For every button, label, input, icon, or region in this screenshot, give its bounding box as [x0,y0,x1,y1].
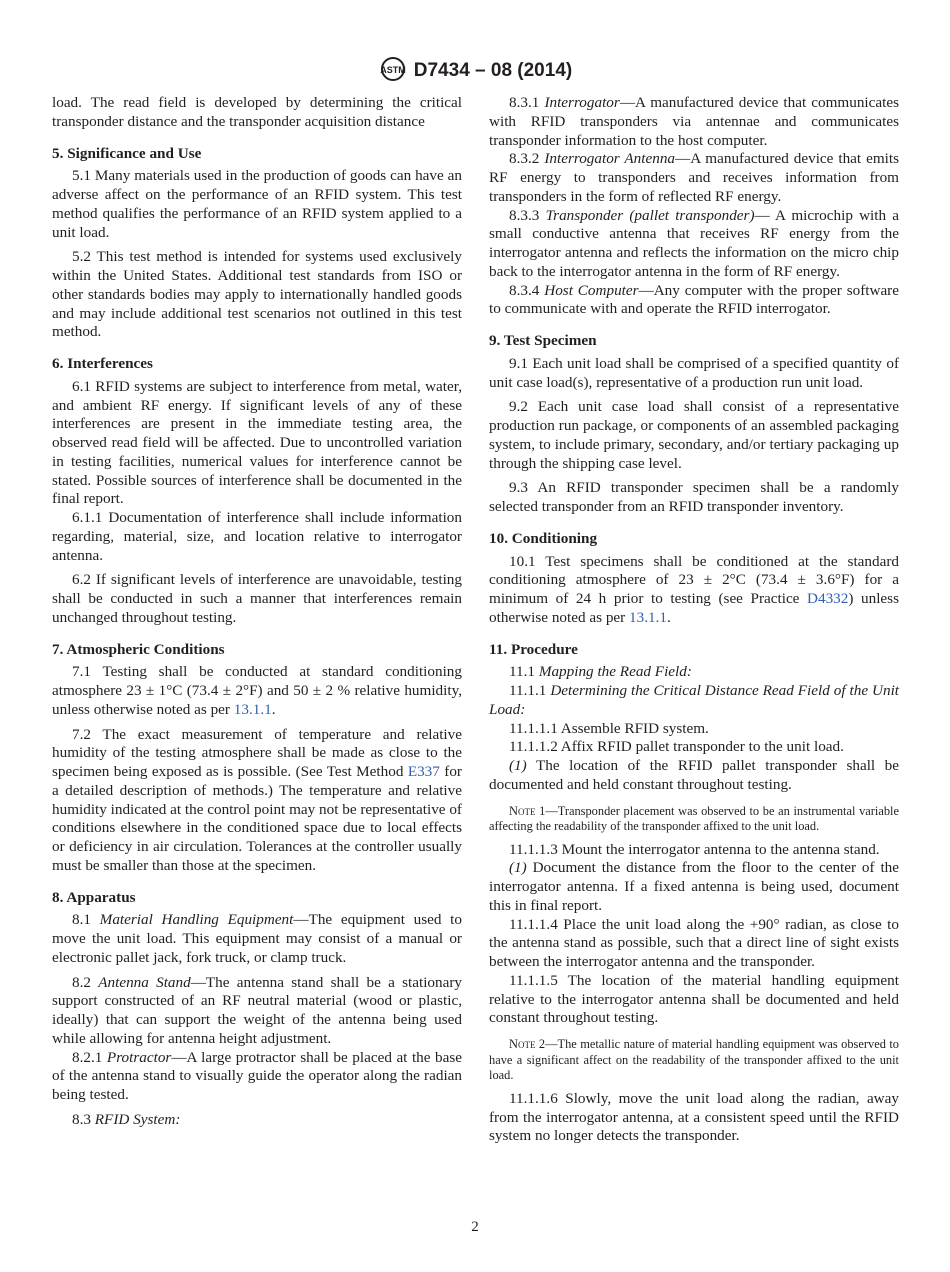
paragraph [489,553,899,628]
italic-term: Interrogator [544,94,620,111]
paragraph [489,282,899,320]
text-run: —Transponder placement was observed to be an instrumental variable affecting the readability of the transponder affixed to the unit load. [489,803,899,834]
paragraph [489,1090,899,1146]
italic-term: Protractor [106,1048,172,1066]
text-run: 5.2 This test method is intended for systems used exclusively within the United States. Additional test standards from ISO or other standards bodies may apply to internationally handled goods and may include additional test scenarios not outlined in this test method. [52,248,462,341]
svg-text:ASTM: ASTM [380,65,406,75]
text-run: 8.2.1 [72,1048,107,1066]
note-label: Note 2 [509,1037,546,1052]
text-run: 11.1.1.6 Slowly, move the unit load along the radian, away from the interrogator antenna, at a consistent speed until the RFID system no longer detects the transponder. [489,1089,899,1145]
paragraph [52,663,462,719]
text-run: 11. Procedure [489,640,578,658]
text-run: 8.3.2 [509,150,545,168]
text-run: — A microchip with a small conductive antenna that receives RF energy from the interrogator antenna and reflects the information on the micro chip back to the interrogator antenna in the form of RF energy. [489,206,900,280]
section-heading [489,530,899,549]
paragraph [52,378,462,509]
italic-term: Interrogator Antenna [544,150,676,168]
text-run: 11.1.1.4 Place the unit load along the +90° radian, as close to the antenna stand as possible, such that a direct line of sight exists between the interrogator antenna and the transponder. [489,915,899,971]
text-run: 10.1 Test specimens shall be conditioned at the standard conditioning atmosphere of 23 ± 2°C (73.4 ± 3.6°F) for a minimum of 24 h prior to testing (see Practice [489,552,899,607]
text-run: —The metallic nature of material handling equipment was observed to have a significant affect on the readability of the transponder affixed to the unit load. [489,1037,899,1083]
text-run: 10. Conditioning [489,529,598,547]
text-run: load. The read field is developed by determining the critical transponder distance and the transponder acquisition distance [52,94,462,130]
section-heading [52,145,462,164]
text-run: 6.1.1 Documentation of interference shall include information regarding, material, size, and location relative to interrogator antenna. [52,509,462,564]
text-run: 11.1.1.5 The location of the material handling equipment relative to the interrogator antenna shall be documented and held constant throughout testing. [489,971,899,1027]
section-heading [489,332,899,351]
text-run: 11.1.1.2 Affix RFID pallet transponder to the unit load. [509,738,844,756]
text-run: . [271,700,276,718]
note-paragraph [489,1037,899,1084]
note-label: Note 1 [509,803,546,818]
reference-link[interactable]: 13.1.1 [629,608,667,626]
paragraph [489,207,899,282]
section-heading [52,355,462,374]
paragraph [489,94,899,150]
paragraph [52,974,462,1049]
text-run: 11.1.1.3 Mount the interrogator antenna to the antenna stand. [509,840,880,858]
italic-term: Transponder (pallet transponder) [545,206,755,224]
text-run: 9. Test Specimen [489,332,597,349]
paragraph [489,720,899,739]
paragraph [489,355,899,393]
paragraph [52,509,462,565]
left-column [52,94,462,1130]
paragraph [489,150,899,206]
text-run: 8. Apparatus [52,888,136,906]
paragraph [489,398,899,473]
text-run: 5.1 Many materials used in the production of goods can have an adverse affect on the performance of an RFID system. This test method qualifies the performance of an RFID system applied to a unit load. [52,167,462,241]
paragraph [52,248,462,342]
paragraph [52,571,462,627]
italic-term: (1) [509,757,527,774]
text-run: 9.2 Each unit case load shall consist of a representative production run package, or components of an assembled packaging system, to include primary, secondary, and/or tertiary packaging up through the shipping case level. [489,398,899,472]
italic-term: Mapping the Read Field: [538,663,692,681]
section-heading [52,889,462,908]
text-run: 6.2 If significant levels of interference are unavoidable, testing shall be conducted in such a manner that interferences remain unchanged throughout testing. [52,571,462,626]
section-heading [489,641,899,660]
text-run: —A manufactured device that communicates with RFID transponders via antennae and communicates transponder information to the host computer. [489,94,899,149]
reference-link[interactable]: E337 [407,763,440,780]
page-number: 2 [471,1219,479,1235]
text-run: 6. Interferences [52,355,153,372]
reference-link[interactable]: 13.1.1 [233,700,272,718]
text-run: 8.3.4 [509,281,545,299]
italic-term: RFID System: [94,1110,181,1128]
text-run: —The equipment used to move the unit load. This equipment may consist of a manual or electronic pallet jack, fork truck, or clamp truck. [52,911,462,966]
text-run: 11.1.1.1 Assemble RFID system. [509,719,709,737]
text-run: 7. Atmospheric Conditions [52,640,225,658]
text-run: Document the distance from the floor to the center of the interrogator antenna. If a fixed antenna is being used, document this in final report. [489,859,899,914]
page-header [0,56,950,82]
paragraph [52,1049,462,1105]
text-run: 8.3.3 [509,206,546,224]
astm-logo-icon [378,56,408,82]
italic-term: Host Computer [544,281,639,299]
text-run: —Any computer with the proper software to communicate with and operate the RFID interrogator. [489,281,899,318]
text-run: 11.1 [509,663,539,681]
paragraph [489,972,899,1028]
text-run: —A large protractor shall be placed at the base of the antenna stand to visually guide the operator along the radian being tested. [52,1048,463,1103]
paragraph [52,1111,462,1130]
text-run: The location of the RFID pallet transponder shall be documented and held constant throughout testing. [489,757,899,793]
paragraph [489,738,899,757]
italic-term: Antenna Stand [98,973,191,991]
paragraph [489,479,899,517]
text-run: 8.3.1 [509,94,545,111]
paragraph [489,682,899,720]
text-run: . [667,608,671,626]
italic-term: Material Handling Equipment [99,911,294,929]
section-heading [52,641,462,660]
text-run: 8.1 [72,911,100,929]
text-run: for a detailed description of methods.) The temperature and relative humidity indicated at the control point may not be representative of conditions elsewhere in the conditioned space due to local effects or deficiency in air circulation. Tolerances at the controller usually must be smaller than those at the specimen. [52,763,462,874]
paragraph [52,94,462,132]
paragraph [489,859,899,915]
paragraph [489,663,899,682]
paragraph [489,916,899,972]
text-run: 8.2 [72,973,99,991]
paragraph [52,167,462,242]
text-run: 8.3 [72,1110,95,1128]
paragraph [489,757,899,795]
reference-link[interactable]: D4332 [807,590,849,607]
paragraph [52,911,462,967]
text-run: 5. Significance and Use [52,144,202,162]
italic-term: Determining the Critical Distance Read Field of the Unit Load: [489,682,900,718]
note-paragraph [489,804,899,835]
text-run: 6.1 RFID systems are subject to interference from metal, water, and ambient RF energy. If significant levels of any of these interferences are present in the immediate testing area, the observed read field will be affected. Due to uncontrolled variation in testing facilities, numerical values for interference cannot be stated. Possible sources of interference shall be documented in the final report. [52,377,462,508]
text-run: 7.2 The exact measurement of temperature and relative humidity of the testing atmosphere shall be made as close to the specimen being exposed as is possible. (See Test Method [52,725,462,780]
document-designation: D7434 – 08 (2014) [413,60,573,81]
right-column [489,94,899,1146]
text-run: 9.1 Each unit load shall be comprised of a specified quantity of unit case load(s), representative of a production run unit load. [489,354,899,391]
text-run: 11.1.1 [509,682,551,699]
paragraph [52,726,462,876]
text-run: —A manufactured device that emits RF energy to transponders and receives information from transponders in the form of reflected RF energy. [489,150,899,205]
text-run: 7.1 Testing shall be conducted at standard conditioning atmosphere 23 ± 1°C (73.4 ± 2°F) and 50 ± 2 % relative humidity, unless otherwise noted as per [52,663,462,718]
paragraph [489,841,899,860]
italic-term: (1) [509,859,527,877]
text-run: —The antenna stand shall be a stationary support constructed of an RF neutral material (wood or plastic, ideally) that can support the weight of the antenna being used while allowing for antenna height adjustment. [52,973,462,1047]
text-run: ) unless otherwise noted as per [489,590,899,626]
text-run: 9.3 An RFID transponder specimen shall be a randomly selected transponder from an RFID transponder inventory. [489,479,899,515]
